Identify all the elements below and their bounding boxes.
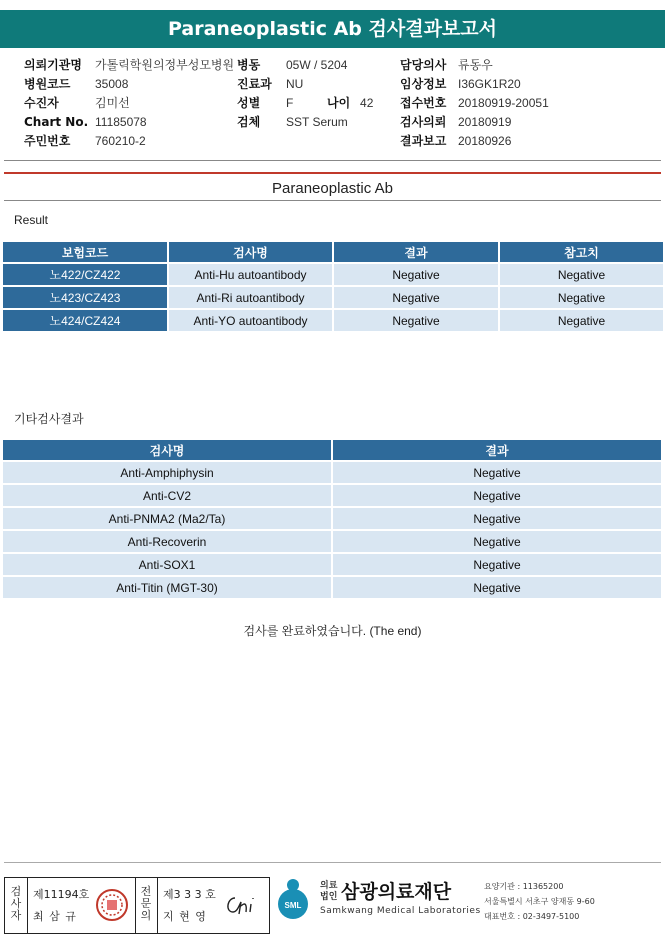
divider — [4, 160, 661, 161]
info-value: 760210-2 — [95, 134, 146, 148]
seal-stamp-icon — [95, 888, 129, 922]
test-name-cell: Anti-PNMA2 (Ma2/Ta) — [3, 508, 331, 529]
inspector-name: 최 삼 규 — [33, 910, 77, 923]
other-tests-label: 기타검사결과 — [14, 412, 84, 426]
test-name-cell: Anti-Titin (MGT-30) — [3, 577, 331, 598]
table-row — [3, 310, 663, 331]
info-key: 의뢰기관명 — [24, 58, 82, 72]
info-col-1 — [24, 56, 88, 151]
table-row — [3, 554, 661, 575]
info-col-3-values — [458, 56, 549, 151]
result-table — [1, 240, 665, 333]
insurance-code-cell: 노422/CZ422 — [3, 264, 167, 285]
test-name-cell: Anti-YO autoantibody — [169, 310, 332, 331]
info-value: 20180919 — [458, 115, 512, 129]
info-col-2 — [237, 56, 272, 132]
info-key: 임상정보 — [400, 77, 447, 91]
info-key: 주민번호 — [24, 134, 71, 148]
org-address: 서울특별시 서초구 양재동 9-60 — [484, 897, 595, 906]
info-col-3 — [400, 56, 446, 151]
org-name: 삼광의료재단 — [341, 881, 452, 903]
sml-logo-icon — [272, 878, 314, 922]
info-key: 진료과 — [237, 77, 272, 91]
footer-divider — [4, 862, 661, 863]
table-row — [3, 508, 661, 529]
org-phone: 대표번호 : 02-3497-5100 — [484, 912, 580, 921]
table-row — [3, 462, 661, 483]
divider — [4, 200, 661, 201]
org-english-name: Samkwang Medical Laboratories — [320, 906, 481, 916]
info-key: 검사의뢰 — [400, 115, 447, 129]
info-value: 김미선 — [95, 96, 130, 110]
result-cell: Negative — [333, 462, 661, 483]
age-field — [327, 94, 373, 113]
info-key: 성별 — [237, 96, 261, 110]
info-value: 05W / 5204 — [286, 58, 348, 72]
table-row — [3, 577, 661, 598]
column-header: 보험코드 — [3, 242, 167, 262]
info-value: F — [286, 96, 294, 110]
insurance-code-cell: 노424/CZ424 — [3, 310, 167, 331]
result-cell: Negative — [334, 310, 498, 331]
column-header: 결과 — [333, 440, 661, 460]
table-header-row — [3, 440, 661, 460]
table-row — [3, 531, 661, 552]
info-key: Chart No. — [24, 115, 89, 129]
info-value: SST Serum — [286, 115, 348, 129]
result-cell: Negative — [334, 287, 498, 308]
test-name-cell: Anti-Ri autoantibody — [169, 287, 332, 308]
result-cell: Negative — [334, 264, 498, 285]
reference-cell: Negative — [500, 287, 663, 308]
column-header: 참고치 — [500, 242, 663, 262]
info-value: 20180926 — [458, 134, 512, 148]
info-key: 수진자 — [24, 96, 59, 110]
age-value: 42 — [360, 96, 374, 110]
table-row — [3, 287, 663, 308]
info-value: 11185078 — [95, 115, 147, 129]
result-cell: Negative — [333, 554, 661, 575]
info-key: 접수번호 — [400, 96, 447, 110]
info-value: I36GK1R20 — [458, 77, 521, 91]
signature-box — [4, 877, 270, 934]
result-label: Result — [14, 213, 49, 227]
column-header: 검사명 — [169, 242, 332, 262]
test-name-cell: Anti-SOX1 — [3, 554, 331, 575]
column-header: 결과 — [334, 242, 498, 262]
column-header: 검사명 — [3, 440, 331, 460]
red-divider — [4, 172, 661, 174]
info-value: 류동우 — [458, 58, 493, 72]
result-cell: Negative — [333, 485, 661, 506]
specialist-license: 제3 3 3 호 — [163, 888, 216, 901]
inspector-label: 검사자 — [10, 885, 22, 922]
test-name-cell: Anti-Recoverin — [3, 531, 331, 552]
org-code: 요양기관 : 11365200 — [484, 882, 564, 891]
info-key: 병동 — [237, 58, 261, 72]
inspector-license: 제11194호 — [33, 888, 90, 901]
result-cell: Negative — [333, 508, 661, 529]
info-value: 가톨릭학원의정부성모병원 — [95, 58, 235, 72]
org-type: 의료 법인 — [320, 881, 338, 902]
info-col-1-values — [95, 56, 234, 151]
table-header-row — [3, 242, 663, 262]
table-row — [3, 264, 663, 285]
info-value: 35008 — [95, 77, 129, 91]
age-key: 나이 — [327, 96, 351, 110]
info-key: 검체 — [237, 115, 261, 129]
result-cell: Negative — [333, 531, 661, 552]
info-key: 담당의사 — [400, 58, 447, 72]
section-title: Paraneoplastic Ab — [272, 180, 393, 197]
test-name-cell: Anti-Amphiphysin — [3, 462, 331, 483]
logo-text: SML — [284, 901, 302, 910]
info-key: 결과보고 — [400, 134, 447, 148]
signature-icon — [223, 892, 263, 918]
reference-cell: Negative — [500, 264, 663, 285]
insurance-code-cell: 노423/CZ423 — [3, 287, 167, 308]
test-name-cell: Anti-Hu autoantibody — [169, 264, 332, 285]
specialist-name: 지 현 영 — [163, 910, 207, 923]
report-title: Paraneoplastic Ab 검사결과보고서 — [0, 10, 665, 48]
specialist-label: 전문의 — [140, 885, 152, 922]
info-key: 병원코드 — [24, 77, 71, 91]
table-row — [3, 485, 661, 506]
end-text: 검사를 완료하였습니다. (The end) — [243, 624, 422, 638]
result-cell: Negative — [333, 577, 661, 598]
reference-cell: Negative — [500, 310, 663, 331]
info-value: 20180919-20051 — [458, 96, 549, 110]
other-tests-table — [1, 438, 663, 600]
test-name-cell: Anti-CV2 — [3, 485, 331, 506]
info-value: NU — [286, 77, 304, 91]
